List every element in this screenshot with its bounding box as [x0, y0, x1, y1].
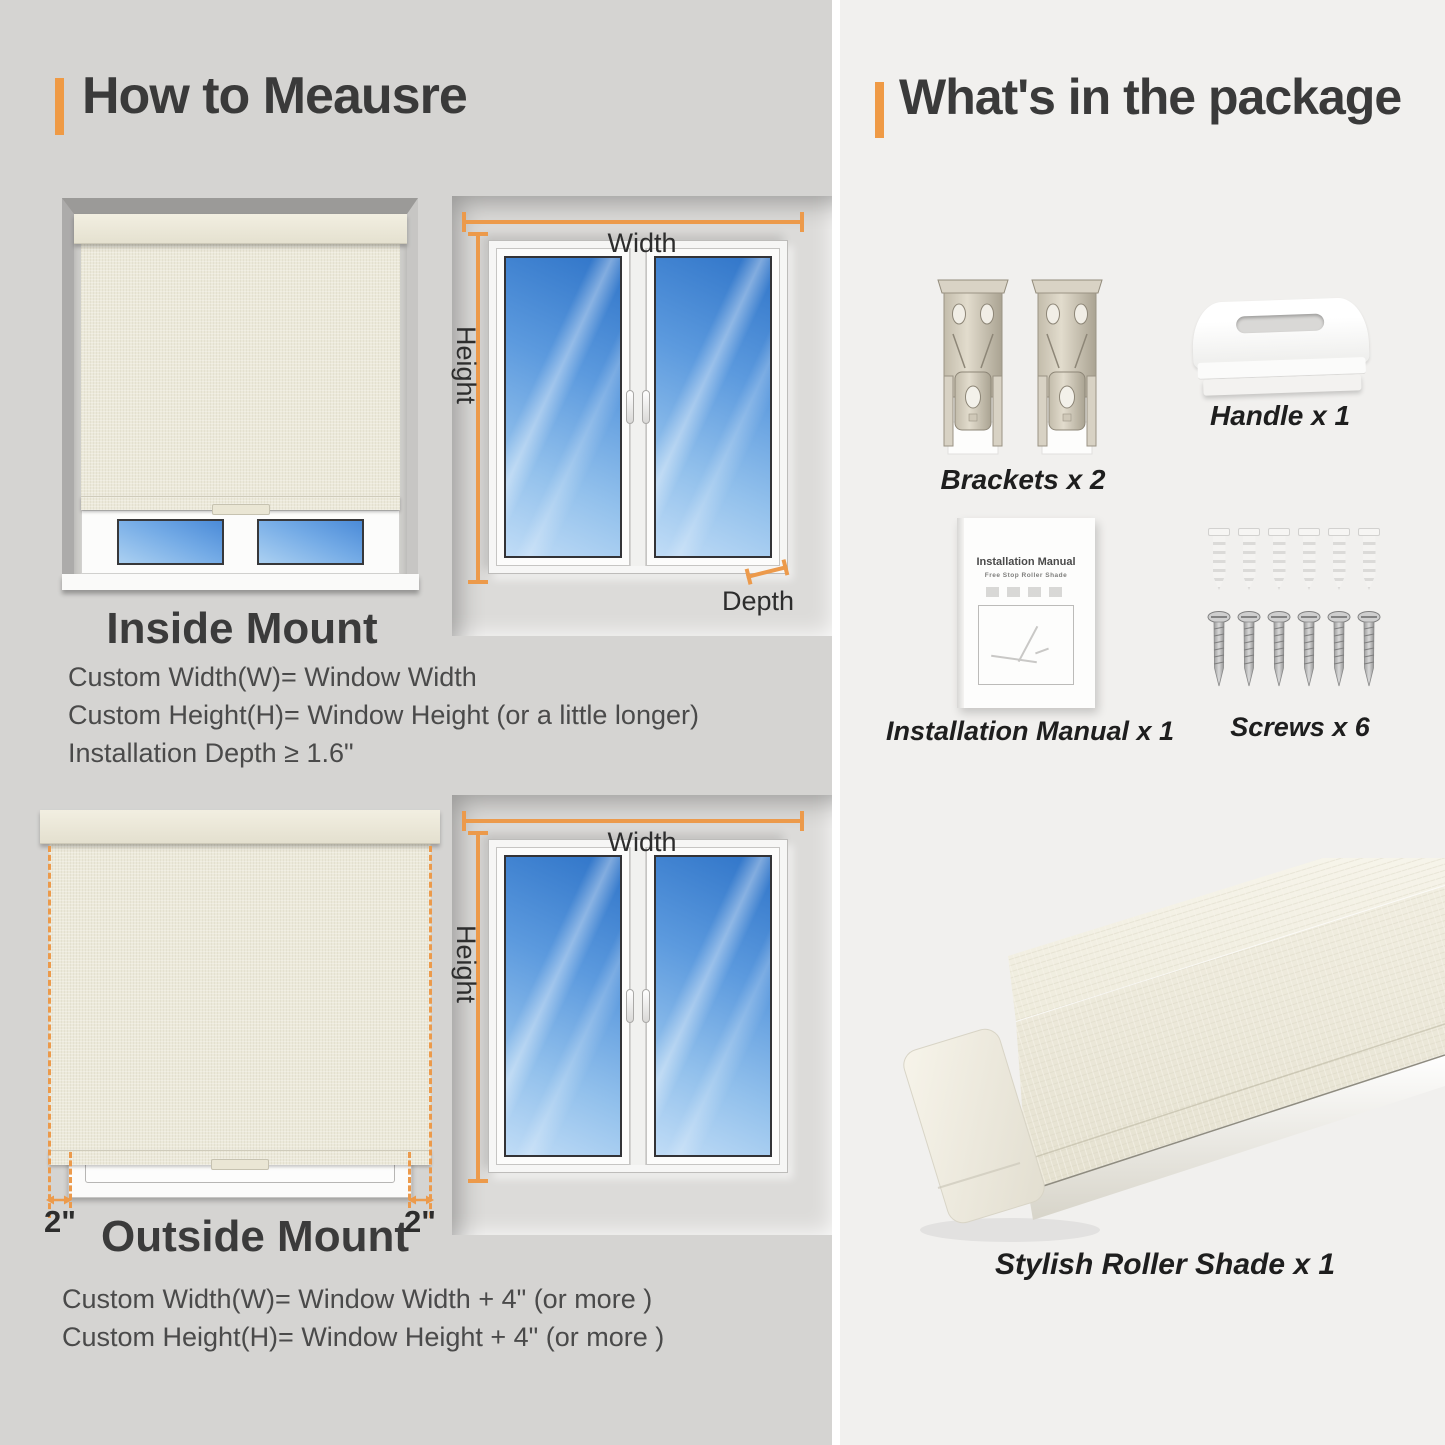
screws-label: Screws x 6 — [1230, 712, 1370, 742]
window-glass — [504, 855, 622, 1157]
handle-label: Handle x 1 — [1209, 400, 1351, 431]
manual-cover-subtitle: Free Stop Roller Shade — [984, 572, 1068, 579]
window-sash-right — [646, 847, 780, 1165]
manual-diagram-box — [978, 605, 1074, 685]
window-glass-pane — [117, 519, 224, 565]
screw-icon — [1297, 610, 1321, 690]
manual-cover-title: Installation Manual — [976, 556, 1076, 568]
anchor-icon — [1238, 528, 1260, 592]
inside-mount-line1: Custom Width(W)= Window Width — [68, 662, 477, 692]
outside-mount-measure-diagram — [452, 795, 832, 1235]
manual-label: Installation Manual x 1 — [885, 716, 1175, 746]
installation-manual-icon — [957, 518, 1095, 708]
anchor-icon — [1358, 528, 1380, 592]
handle-slot — [1236, 313, 1325, 333]
window-lower-part — [81, 510, 400, 574]
width-measure-line — [462, 220, 804, 224]
screw-icon — [1327, 610, 1351, 690]
overlap-dash-line — [48, 846, 51, 1218]
shade-cassette — [40, 810, 440, 844]
inside-mount-illustration — [62, 198, 418, 590]
bracket-icon — [1026, 276, 1108, 458]
package-contents-panel — [840, 0, 1445, 1445]
window-glass — [654, 256, 772, 558]
outside-mount-heading: Outside Mount — [101, 1212, 409, 1261]
anchor-icon — [1298, 528, 1320, 592]
inside-mount-line3: Installation Depth ≥ 1.6" — [68, 738, 354, 768]
shade-cassette — [74, 214, 407, 244]
inside-mount-line2: Custom Height(H)= Window Height (or a little longer) — [68, 700, 699, 730]
screw-icon — [1267, 610, 1291, 690]
screw-icon — [1207, 610, 1231, 690]
shade-fabric — [49, 844, 431, 1150]
window-frame — [488, 240, 788, 574]
window-glass — [504, 256, 622, 558]
overlap-dash-line — [429, 846, 432, 1218]
shade-handle-tab — [211, 1159, 269, 1170]
width-label: Width — [607, 228, 677, 258]
window-handle-icon — [642, 989, 650, 1023]
panel-divider — [832, 0, 840, 1445]
window-sash-right — [646, 248, 780, 566]
height-measure-line — [476, 232, 480, 584]
inside-mount-heading: Inside Mount — [106, 604, 378, 653]
handle-icon — [1191, 297, 1370, 399]
brackets-label: Brackets x 2 — [940, 464, 1106, 495]
screw-icon — [1357, 610, 1381, 690]
accent-bar-icon — [875, 82, 884, 138]
height-label: Height — [451, 925, 481, 1004]
shade-bottom-bar — [49, 1150, 431, 1165]
gap-left-label: 2" — [44, 1204, 76, 1239]
width-label: Width — [607, 827, 677, 857]
screw-icon — [1237, 610, 1261, 690]
shade-bottom-bar — [81, 496, 400, 510]
bracket-icon — [932, 276, 1014, 458]
roller-shade-icon — [880, 858, 1445, 1258]
anchor-icon — [1268, 528, 1290, 592]
window-sash-left — [496, 248, 630, 566]
window-recess — [62, 198, 418, 574]
inside-mount-measure-diagram — [452, 196, 832, 636]
outside-mount-line1: Custom Width(W)= Window Width + 4" (or more ) — [62, 1284, 653, 1314]
window-handle-icon — [626, 390, 634, 424]
shade-fabric — [81, 244, 400, 496]
height-measure-line — [476, 831, 480, 1183]
height-label: Height — [451, 326, 481, 405]
anchor-icon — [1208, 528, 1230, 592]
shade-label: Stylish Roller Shade x 1 — [994, 1248, 1336, 1281]
left-panel-title: How to Meausre — [82, 67, 467, 125]
anchor-icon — [1328, 528, 1350, 592]
window-sash-left — [496, 847, 630, 1165]
window-glass — [654, 855, 772, 1157]
window-sill — [62, 574, 419, 590]
window-handle-icon — [642, 390, 650, 424]
window-glass-pane — [257, 519, 364, 565]
accent-bar-icon — [55, 78, 64, 135]
outside-mount-line2: Custom Height(H)= Window Height + 4" (or more ) — [62, 1322, 665, 1352]
gap-right-label: 2" — [404, 1204, 436, 1239]
window-frame — [488, 839, 788, 1173]
depth-label: Depth — [721, 586, 795, 616]
window-handle-icon — [626, 989, 634, 1023]
shade-handle-tab — [212, 504, 270, 515]
manual-step-figures — [986, 587, 1066, 597]
right-panel-title: What's in the package — [899, 69, 1402, 125]
width-measure-line — [462, 819, 804, 823]
